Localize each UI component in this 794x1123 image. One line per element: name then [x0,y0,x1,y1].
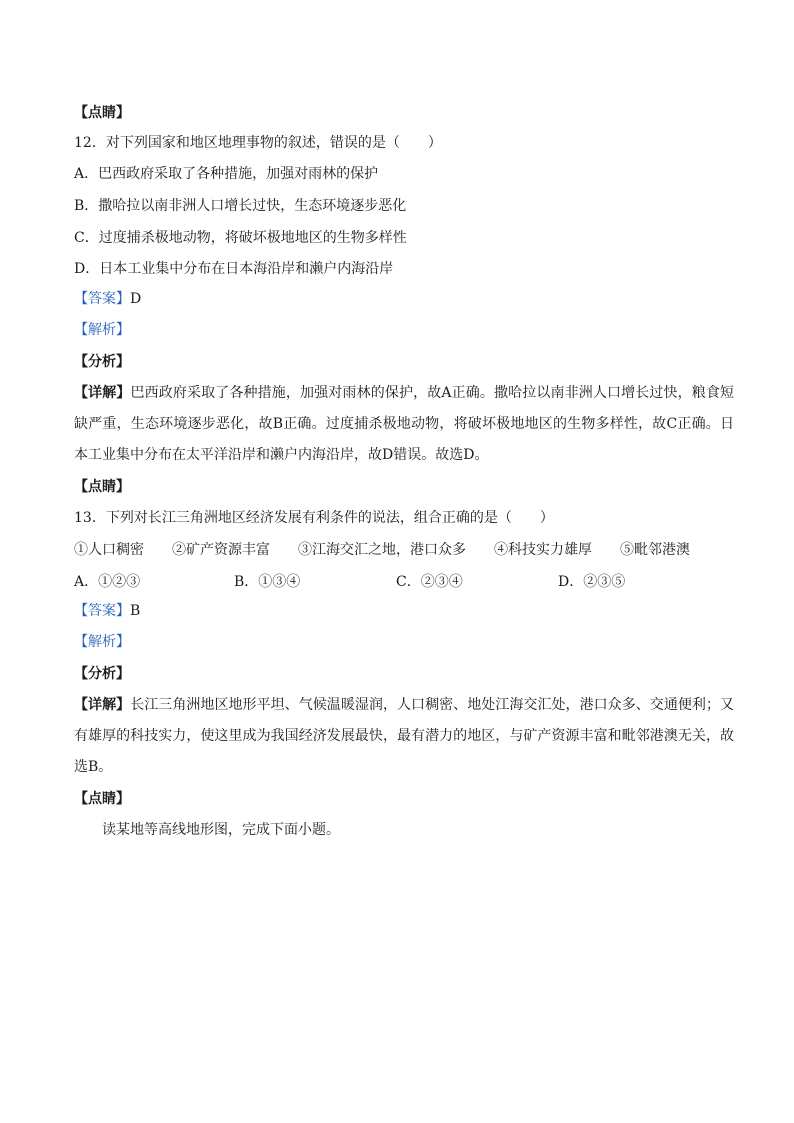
next-section-intro: 读某地等高线地形图，完成下面小题。 [102,822,340,838]
q13-option-c: C．②③④ [396,574,463,590]
q12-answer-label: 【答案】 [74,291,130,307]
q12-option-a: A．巴西政府采取了各种措施，加强对雨林的保护 [74,166,379,182]
q13-stem: 13．下列对长江三角洲地区经济发展有利条件的说法，组合正确的是（ ） [74,510,554,526]
q13-detail-text: 长江三角洲地区地形平坦、气候温暖湿润，人口稠密、地处江海交汇处，港口众多、交通便利；又有雄厚的科技实力，使这里成为我国经济发展最快，最有潜力的地区，与矿产资源丰富和毗邻港澳无关，故选B。 [74,697,735,775]
q12-option-b: B．撒哈拉以南非洲人口增长过快，生态环境逐步恶化 [74,198,407,214]
q12-dianjing-label: 【点睛】 [74,479,130,495]
q12-option-c: C．过度捕杀极地动物，将破坏极地地区的生物多样性 [74,230,407,246]
q13-option-a: A．①②③ [74,574,141,590]
q12-stem: 12．对下列国家和地区地理事物的叙述，错误的是（ ） [74,135,442,151]
q12-fenxi-label: 【分析】 [74,354,130,370]
q13-detail [74,690,734,783]
q12-detail [74,378,734,471]
q13-fenxi-label: 【分析】 [74,666,130,682]
q12-jiexi-label: 【解析】 [74,322,130,338]
q13-option-d: D．②③⑤ [558,574,626,590]
q12-answer-value: D [130,291,142,307]
q12-answer [74,289,141,309]
q13-answer [74,601,140,621]
q11-dianjing-label: 【点睛】 [74,105,130,121]
q12-detail-label: 【详解】 [74,385,131,401]
q12-option-d: D．日本工业集中分布在日本海沿岸和濑户内海沿岸 [74,261,394,277]
q13-items: ①人口稠密 ②矿产资源丰富 ③江海交汇之地，港口众多 ④科技实力雄厚 ⑤毗邻港澳 [74,542,690,558]
q13-dianjing-label: 【点睛】 [74,791,130,807]
q13-answer-value: B [130,603,141,619]
q13-jiexi-label: 【解析】 [74,634,130,650]
q13-detail-label: 【详解】 [74,697,131,713]
q12-detail-text: 巴西政府采取了各种措施，加强对雨林的保护，故A正确。撒哈拉以南非洲人口增长过快，粮食短缺严重，生态环境逐步恶化，故B正确。过度捕杀极地动物，将破坏极地地区的生物多样性，故C正确。日本工业集中分布在太平洋沿岸和濑户内海沿岸，故D错误。故选D。 [74,385,735,463]
q13-answer-label: 【答案】 [74,603,130,619]
q13-option-b: B．①③④ [234,574,301,590]
